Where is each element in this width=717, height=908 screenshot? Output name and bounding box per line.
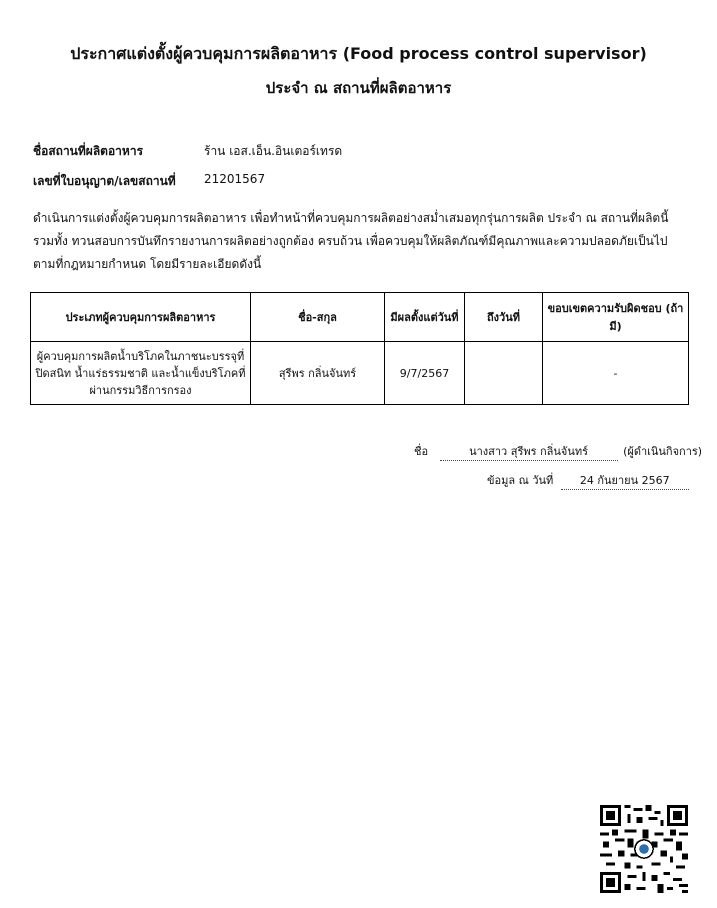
table-header-row [31,293,689,342]
license-label: เลขที่ใบอนุญาต/เลขสถานที่ [33,174,176,188]
cell-full-name: สุรีพร กลิ่นจันทร์ [251,342,385,405]
description-paragraph: ดำเนินการแต่งตั้งผู้ควบคุมการผลิตอาหาร เพื่อทำหน้าที่ควบคุมการผลิตอย่างสม่ำเสมอทุกรุ่นการผลิต ประจำ ณ สถานที่ผลิตนี้ รวมทั้ง ทวนสอบการบันทึกรายงานการผลิตอย่างถูกต้อง ครบถ้วน เพื่อควบคุมให้ผลิตภัณฑ์มีคุณภาพและความปลอดภัยเป็นไปตามที่กฎหมายกำหนด โดยมีรายละเอียดดังนี้ [33,211,669,271]
header-supervisor-type: ประเภทผู้ควบคุมการผลิตอาหาร [31,293,251,342]
license-value: 21201567 [204,172,266,186]
signature-date-row [487,471,689,490]
facility-name-value: ร้าน เอส.เอ็น.อินเตอร์เทรด [204,144,343,158]
cell-effective-date: 9/7/2567 [385,342,465,405]
header-full-name: ชื่อ-สกุล [251,293,385,342]
facility-name-label: ชื่อสถานที่ผลิตอาหาร [33,144,144,158]
qr-code-icon [600,805,688,893]
signature-date-label: ข้อมูล ณ วันที่ [487,474,554,487]
signature-name-value: นางสาว สุรีพร กลิ่นจันทร์ [440,442,618,461]
page-subtitle: ประจำ ณ สถานที่ผลิตอาหาร [265,79,452,97]
header-end-date: ถึงวันที่ [465,293,543,342]
signature-role: (ผู้ดำเนินกิจการ) [623,445,703,458]
signature-name-label: ชื่อ [414,445,429,458]
supervisor-table [30,292,689,405]
signature-name-row [414,442,702,461]
cell-end-date [465,342,543,405]
page-title: ประกาศแต่งตั้งผู้ควบคุมการผลิตอาหาร (Food process control supervisor) [70,44,647,63]
cell-responsibility: - [543,342,689,405]
header-effective-date: มีผลตั้งแต่วันที่ [385,293,465,342]
header-responsibility: ขอบเขตความรับผิดชอบ (ถ้ามี) [543,293,689,342]
cell-supervisor-type: ผู้ควบคุมการผลิตน้ำบริโภคในภาชนะบรรจุที่ปิดสนิท น้ำแร่ธรรมชาติ และน้ำแข็งบริโภคที่ผ่านกรรมวิธีการกรอง [31,342,251,405]
signature-date-value: 24 กันยายน 2567 [561,471,689,490]
table-row [31,342,689,405]
